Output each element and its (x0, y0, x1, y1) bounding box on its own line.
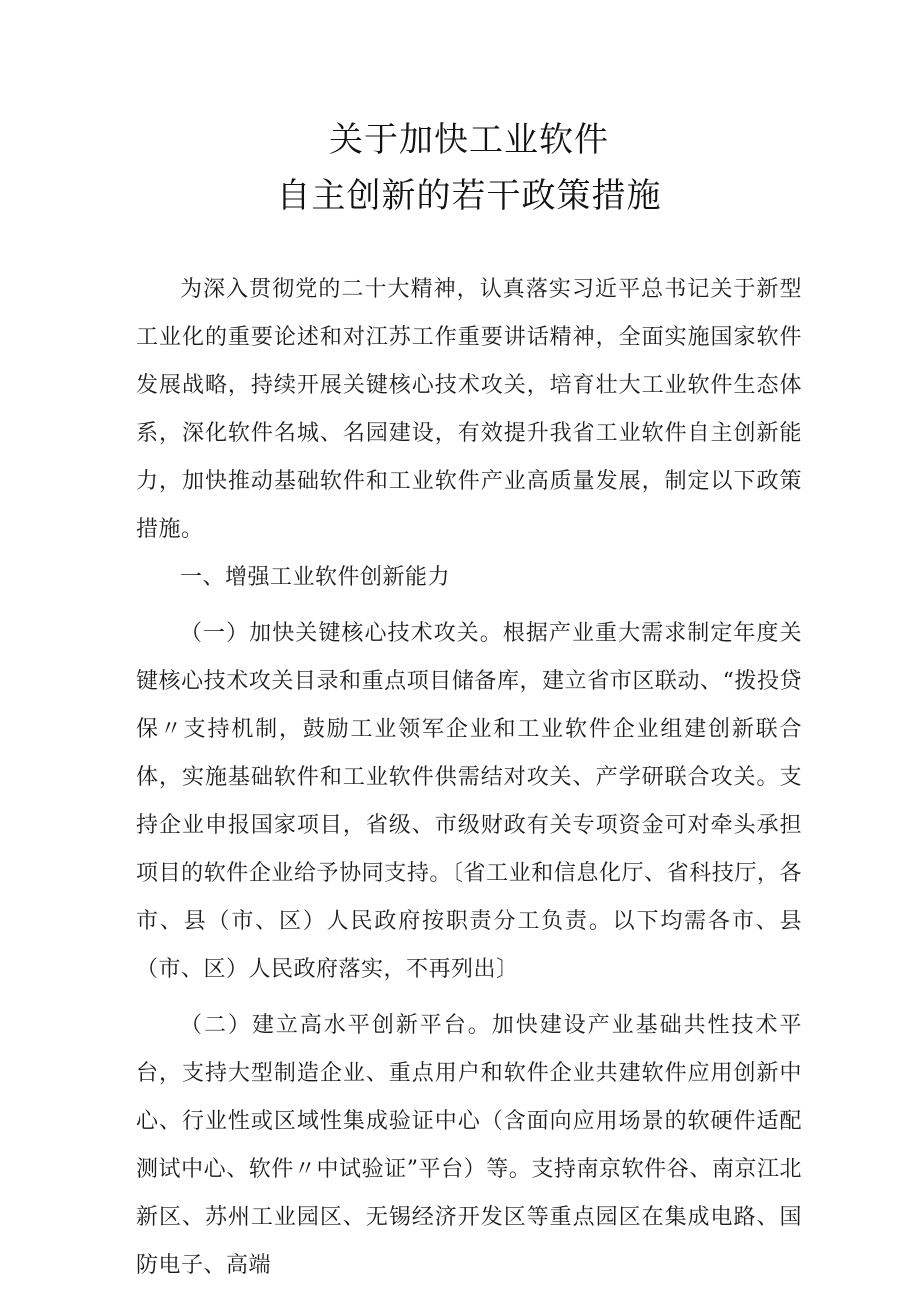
item-2-paragraph: （二）建立高水平创新平台。加快建设产业基础共性技术平台，支持大型制造企业、重点用户和软件企业共建软件应用创新中心、行业性或区域性集成验证中心（含面向应用场景的软硬件适配测试中心、软件〃中试验证”平台）等。支持南京软件谷、南京江北新区、苏州工业园区、无锡经济开发区等重点园区在集成电路、国防电子、高端 (136, 1013, 802, 1278)
section-1-heading: 一、增强工业软件创新能力 (180, 565, 451, 590)
intro-paragraph: 为深入贯彻党的二十大精神，认真落实习近平总书记关于新型工业化的重要论述和对江苏工作重要讲话精神，全面实施国家软件发展战略，持续开展关键核心技术攻关，培育壮大工业软件生态体系，深化软件名城、名园建设，有效提升我省工业软件自主创新能力，加快推动基础软件和工业软件产业高质量发展，制定以下政策措施。 (136, 277, 802, 542)
item-1-paragraph: （一）加快关键核心技术攻关。根据产业重大需求制定年度关键核心技术攻关目录和重点项目储备库，建立省市区联动、“拨投贷保〃支持机制，鼓励工业领军企业和工业软件企业组建创新联合体，实施基础软件和工业软件供需结对攻关、产学研联合攻关。支持企业申报国家项目，省级、市级财政有关专项资金可对牵头承担项目的软件企业给予协同支持。〔省工业和信息化厅、省科技厅，各市、县（市、区）人民政府按职责分工负责。以下均需各市、县（市、区）人民政府落实，不再列出〕 (136, 621, 802, 982)
title-line-1: 关于加快工业软件 (329, 120, 609, 160)
document-title (136, 112, 802, 224)
title-line-2: 自主创新的若干政策措施 (276, 176, 662, 216)
